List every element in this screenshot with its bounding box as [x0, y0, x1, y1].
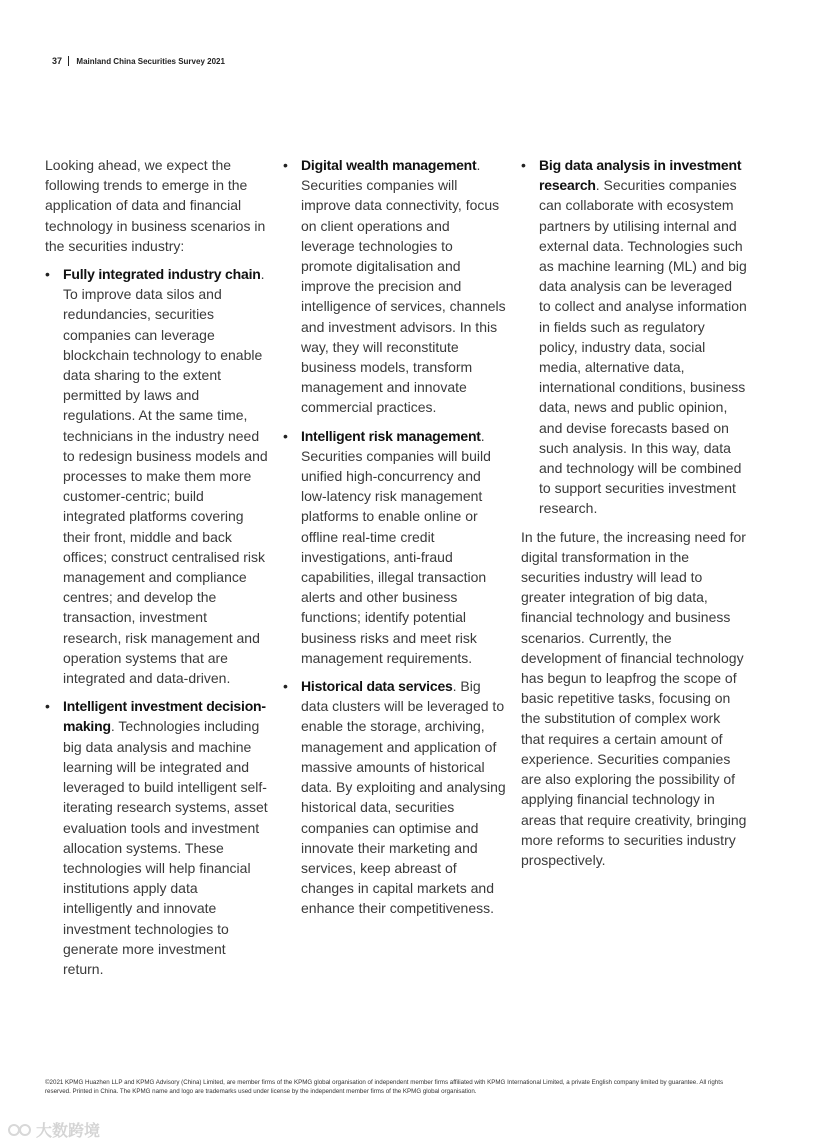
trend-punct: .: [452, 678, 457, 695]
trend-body: To improve data silos and redundancies, securities companies can leverage blockchain technology to enable data sharing to the extent permitted by laws and regulations. At the same time, technicians in the industry need to redesign business models and processes to make them more customer-centric; build integrated platforms covering their front, middle and back offices; construct centralised risk management and compliance centres; and develop the transaction, investment research, risk management and operation systems that are integrated and data-driven.: [63, 286, 268, 687]
watermark-text: 大数跨境: [36, 1123, 101, 1140]
trend-title: Big data analysis in investment research: [539, 157, 742, 194]
watermark: [8, 1118, 100, 1141]
trend-title: Historical data services: [301, 678, 453, 695]
trend-item: [521, 155, 747, 519]
page-number: 37: [52, 56, 63, 66]
intro-paragraph: Looking ahead, we expect the following trends to emerge in the application of data and financial technology in business scenarios in the securities industry:: [45, 157, 266, 254]
report-title: Mainland China Securities Survey 2021: [76, 56, 225, 66]
trend-list-middle: [283, 155, 507, 919]
copyright-footer: ©2021 KPMG Huazhen LLP and KPMG Advisory (China) Limited, are member firms of the KPMG global organisation of independent member firms affiliated with KPMG International Limited, a private English company limited by guarantee. All rights reserved. Printed in China. The KPMG name and logo are trademarks used under license by the independent member firms of the KPMG global organisation.: [45, 1079, 724, 1095]
trend-item: [283, 676, 507, 918]
column-left: [45, 155, 269, 987]
trend-title: Digital wealth management: [301, 157, 477, 173]
trend-punct: .: [260, 266, 265, 283]
trend-list-right: [521, 155, 747, 519]
trend-title: Intelligent investment decision-making: [63, 698, 266, 735]
trend-body: Securities companies will build unified high-concurrency and low-latency risk management platforms to enable online or offline real-time credit investigations, anti-fraud capabilities, illegal transaction alerts and other business functions; identify potential business risks and meet risk management requirements.: [301, 447, 491, 666]
trend-body: Securities companies can collaborate with ecosystem partners by utilising internal and external data. Technologies such as machine learning (ML) and big data analysis can be leveraged to collect and analyse information in fields such as regulatory policy, industry data, social media, alternative data, international conditions, business data, news and public opinion, and devise forecasts based on such analysis. In this way, data and technology will be combined to support securities investment research.: [539, 177, 747, 517]
column-right: [521, 155, 747, 878]
trend-title: Intelligent risk management: [301, 427, 481, 444]
trend-item: [45, 264, 269, 688]
watermark-logo-icon: [8, 1122, 32, 1138]
trend-punct: .: [110, 718, 115, 735]
trend-punct: .: [476, 157, 481, 173]
trend-list-left: [45, 264, 269, 979]
trend-body: Big data clusters will be leveraged to enable the storage, archiving, management and application of massive amounts of historical data. By exploiting and analysing historical data, securities companies can optimise and innovate their marketing and services, keep abreast of changes in capital markets and enhance their competitiveness.: [301, 678, 506, 917]
conclusion-paragraph: In the future, the increasing need for digital transformation in the securities industry will lead to greater integration of big data, financial technology and business scenarios. Currently, the development of financial technology has begun to leapfrog the scope of basic repetitive tasks, focusing on the substitution of complex work that requires a certain amount of experience. Securities companies are also exploring the possibility of applying financial technology in areas that require creativity, bringing more reforms to securities industry prospectively.: [521, 528, 747, 868]
trend-body: Securities companies will improve data connectivity, focus on client operations and leverage technologies to promote digitalisation and improve the precision and intelligence of services, channels and investment advisors. In this way, they will reconstitute business models, transform management and innovate commercial practices.: [301, 177, 506, 416]
trend-item: [283, 426, 507, 668]
page-header: [52, 54, 225, 68]
trend-body: Technologies including big data analysis and machine learning will be integrated and leveraged to build intelligent self-iterating research systems, asset evaluation tools and investment allocation systems. These technologies will help financial institutions apply data intelligently and innovate investment technologies to generate more investment return.: [63, 718, 268, 977]
trend-title: Fully integrated industry chain: [63, 266, 261, 283]
trend-punct: .: [595, 177, 600, 194]
column-middle: [283, 155, 507, 927]
trend-item: [283, 155, 507, 418]
trend-punct: .: [480, 427, 485, 444]
header-divider: [68, 56, 69, 66]
trend-item: [45, 696, 269, 979]
